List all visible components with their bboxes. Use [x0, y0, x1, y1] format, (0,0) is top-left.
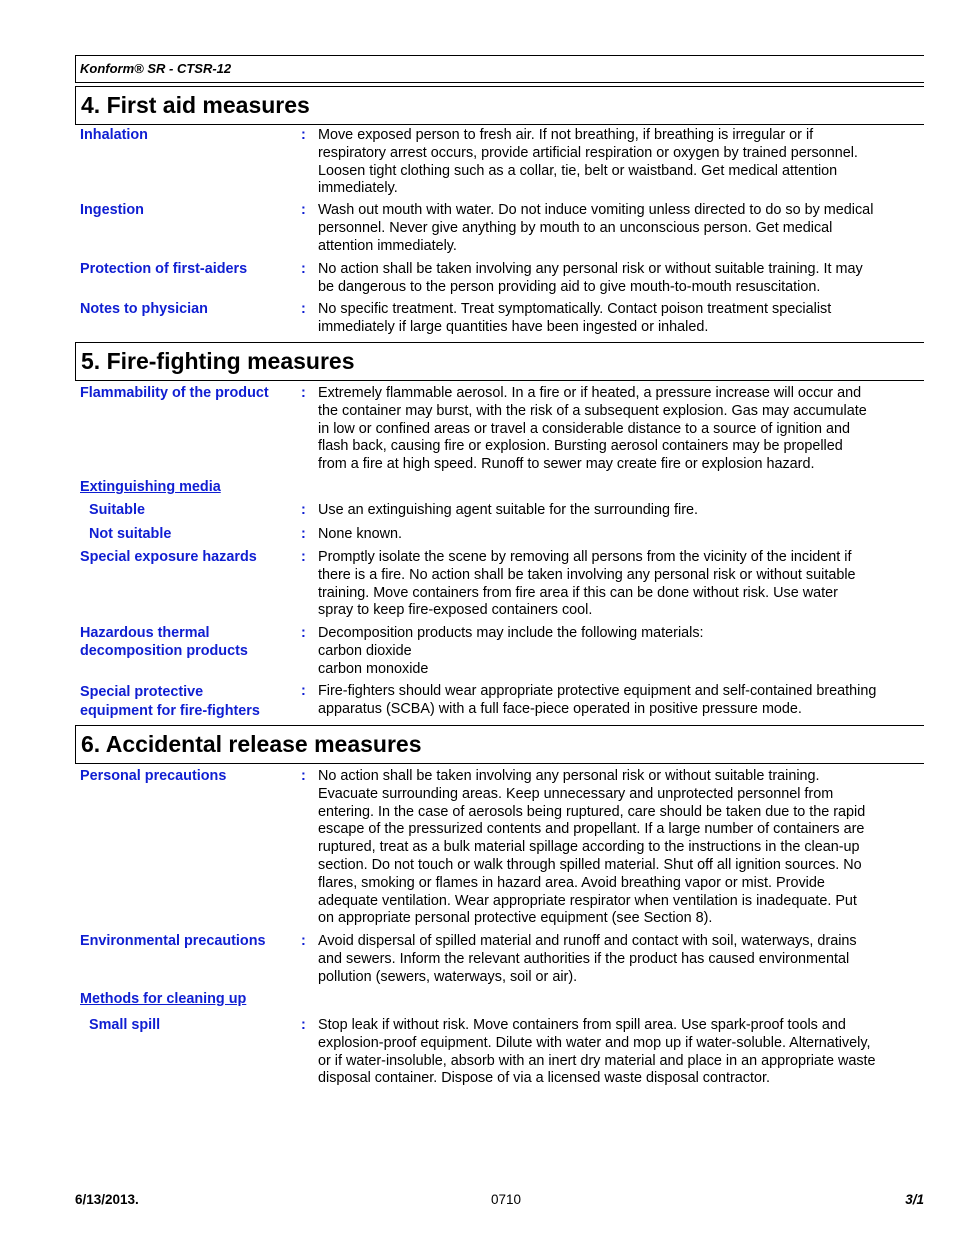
special-exposure-text: Promptly isolate the scene by removing all persons from the vicinity of the incident if there is a fire. No action shall be taken involving any personal risk or without suitable training. Move containers from fire area if this can be done without risk. Use water spray to keep fire-exposed containers cool. — [318, 549, 856, 619]
thermal-decomposition-label: Hazardous thermal decomposition products — [80, 625, 248, 659]
notes-physician-text: No specific treatment. Treat symptomatically. Contact poison treatment specialist immediately if large quantities have been ingested or inhaled. — [318, 301, 832, 335]
colon: : — [301, 683, 306, 699]
section-4-title: 4. First aid measures — [75, 86, 924, 125]
colon: : — [301, 301, 306, 317]
document-header: Konform® SR - CTSR-12 — [75, 55, 924, 83]
colon: : — [301, 127, 306, 143]
personal-precautions-label: Personal precautions — [80, 768, 227, 784]
environmental-precautions-text: Avoid dispersal of spilled material and runoff and contact with soil, waterways, drains and sewers. Inform the relevant authorities if the product has caused environmental pollution (sewers, waterways, soil or air). — [318, 933, 857, 985]
footer-date: 6/13/2013. — [75, 1192, 139, 1207]
section-5-title: 5. Fire-fighting measures — [75, 342, 924, 381]
inhalation-label: Inhalation — [80, 127, 148, 143]
ingestion-label: Ingestion — [80, 202, 144, 218]
colon: : — [301, 549, 306, 565]
small-spill-text: Stop leak if without risk. Move containers from spill area. Use spark-proof tools and explosion-proof equipment. Dilute with water and mop up if water-soluble. Alternatively, or if water-insoluble, absorb with an inert dry material and place in an appropriate waste disposal container. Dispose of via a licensed waste disposal contractor. — [318, 1017, 876, 1087]
extinguishing-media-heading: Extinguishing media — [80, 479, 221, 495]
small-spill-label: Small spill — [89, 1017, 161, 1033]
colon: : — [301, 261, 306, 277]
colon: : — [301, 1017, 306, 1033]
colon: : — [301, 526, 306, 542]
colon: : — [301, 768, 306, 784]
protection-first-aiders-text: No action shall be taken involving any personal risk or without suitable training. It may be dangerous to the person providing aid to give mouth-to-mouth resuscitation. — [318, 261, 863, 295]
not-suitable-text: None known. — [318, 526, 402, 542]
colon: : — [301, 385, 306, 401]
protection-first-aiders-label: Protection of first-aiders — [80, 261, 248, 277]
protective-equipment-text: Fire-fighters should wear appropriate protective equipment and self-contained breathing apparatus (SCBA) with a full face-piece operated in positive pressure mode. — [318, 683, 877, 717]
flammability-label: Flammability of the product — [80, 385, 269, 401]
footer-page-number: 3/1 — [905, 1192, 924, 1207]
colon: : — [301, 933, 306, 949]
personal-precautions-text: No action shall be taken involving any personal risk or without suitable training. Evacuate surrounding areas. Keep unnecessary and unprotected personnel from entering. In the case of aerosols being ruptured, care should be taken due to the rapid escape of the pressurized contents and propellant. If a large number of containers are ruptured, treat as a bulk material spillage according to the instructions in the clean-up section. Do not touch or walk through spilled material. Shut off all ignition sources. No flares, smoking or flames in hazard area. Avoid breathing vapor or mist. Provide adequate ventilation. Wear appropriate respirator when ventilation is inadequate. Put on appropriate personal protective equipment (see Section 8). — [318, 768, 866, 927]
environmental-precautions-label: Environmental precautions — [80, 933, 266, 949]
section-6-title: 6. Accidental release measures — [75, 725, 924, 764]
not-suitable-label: Not suitable — [89, 526, 172, 542]
thermal-decomposition-text: Decomposition products may include the following materials: carbon dioxide carbon monoxide — [318, 625, 704, 677]
colon: : — [301, 625, 306, 641]
suitable-label: Suitable — [89, 502, 145, 518]
colon: : — [301, 502, 306, 518]
document-page — [75, 55, 924, 1087]
footer-code: 0710 — [491, 1192, 522, 1207]
inhalation-text: Move exposed person to fresh air. If not breathing, if breathing is irregular or if respiratory arrest occurs, provide artificial respiration or oxygen by trained personnel. Loosen tight clothing such as a collar, tie, belt or waistband. Get medical attention immediately. — [318, 127, 858, 197]
suitable-text: Use an extinguishing agent suitable for the surrounding fire. — [318, 502, 698, 518]
colon: : — [301, 202, 306, 218]
notes-physician-label: Notes to physician — [80, 301, 208, 317]
flammability-text: Extremely flammable aerosol. In a fire or if heated, a pressure increase will occur and the container may burst, with the risk of a subsequent explosion. Gas may accumulate in low or confined areas or travel a considerable distance to a source of ignition and flash back, causing fire or explosion. Bursting aerosol containers may be propelled from a fire at high speed. Runoff to sewer may create fire or explosion hazard. — [318, 385, 867, 473]
cleaning-methods-heading: Methods for cleaning up — [80, 991, 247, 1007]
protective-equipment-label: Special protective equipment for fire-fighters — [80, 684, 260, 719]
ingestion-text: Wash out mouth with water. Do not induce vomiting unless directed to do so by medical personnel. Never give anything by mouth to an unconscious person. Get medical attention immediately. — [318, 202, 874, 254]
special-exposure-label: Special exposure hazards — [80, 549, 257, 565]
